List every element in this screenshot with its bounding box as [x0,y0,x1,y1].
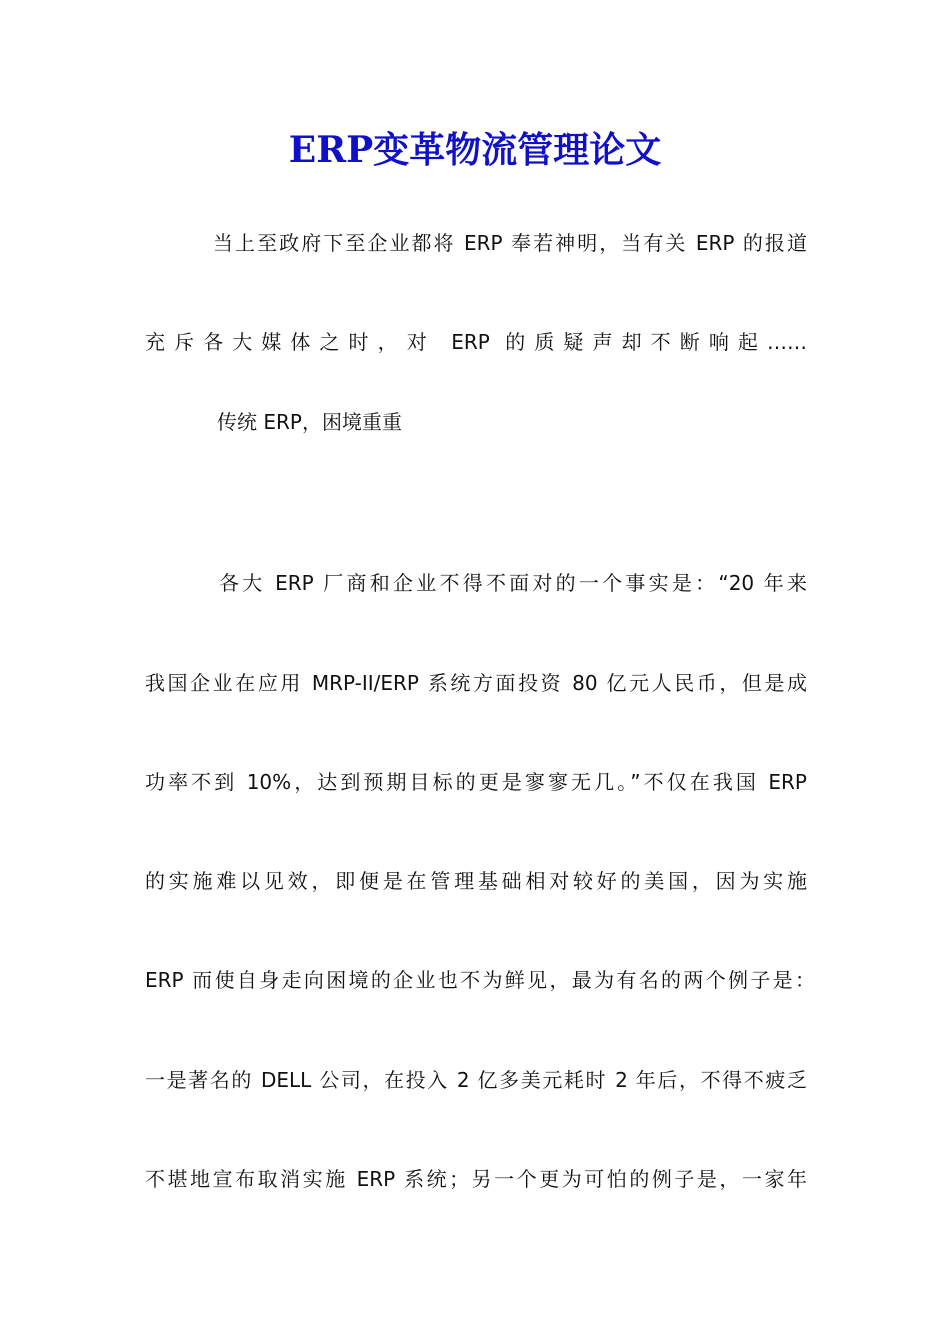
paragraph-1-line-1: 当上至政府下至企业都将 ERP 奉若神明，当有关 ERP 的报道 [213,231,807,255]
section-heading: 传统 ERP，困境重重 [217,410,402,434]
paragraph-1-line-2: 充斥各大媒体之时，对 ERP 的质疑声却不断响起…… [145,330,807,354]
paragraph-3-line-4: 的实施难以见效，即便是在管理基础相对较好的美国，因为实施 [145,869,807,893]
paragraph-3-line-6: 一是著名的 DELL 公司，在投入 2 亿多美元耗时 2 年后，不得不疲乏 [145,1068,807,1092]
paragraph-3-line-3: 功率不到 10%，达到预期目标的更是寥寥无几。”不仅在我国 ERP [145,770,807,794]
paragraph-3-line-7: 不堪地宣布取消实施 ERP 系统；另一个更为可怕的例子是，一家年 [145,1167,807,1191]
paragraph-3-line-5: ERP 而使自身走向困境的企业也不为鲜见，最为有名的两个例子是： [145,968,815,992]
paragraph-3-line-1: 各大 ERP 厂商和企业不得不面对的一个事实是：“20 年来 [219,571,807,595]
paragraph-3-line-2: 我国企业在应用 MRP-II/ERP 系统方面投资 80 亿元人民币，但是成 [145,671,807,695]
document-title: ERP变革物流管理论文 [288,129,662,171]
